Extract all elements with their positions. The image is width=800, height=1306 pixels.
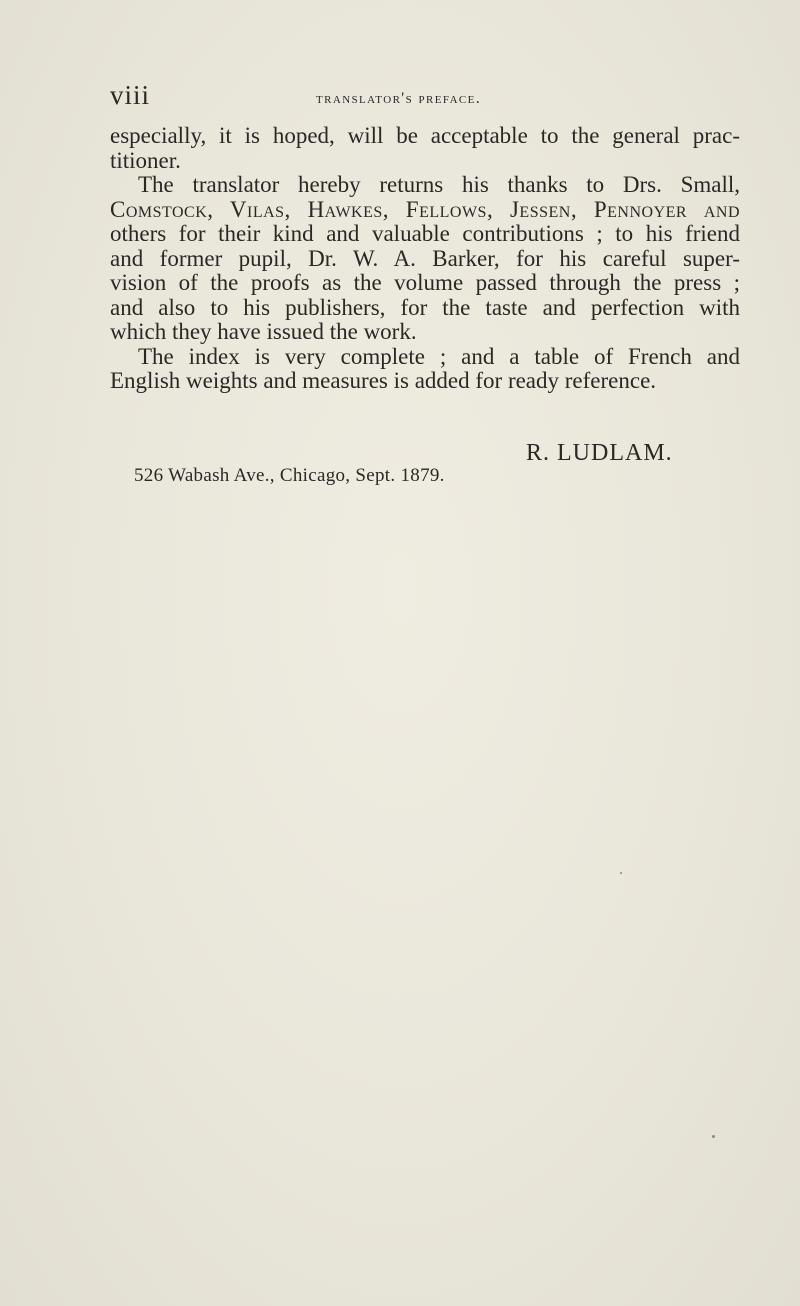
page-header bbox=[0, 80, 800, 120]
text-line: and also to his publishers, for the taste and perfection with bbox=[110, 294, 740, 320]
page-number: viii bbox=[110, 80, 151, 110]
signature: R. LUDLAM. bbox=[526, 440, 673, 466]
text-line: others for their kind and valuable contributions ; to his friend bbox=[110, 221, 740, 246]
paragraph-1 bbox=[110, 124, 740, 173]
text-line: English weights and measures is added for ready reference. bbox=[110, 368, 657, 393]
paper-speck bbox=[712, 1135, 715, 1138]
preface-body bbox=[110, 124, 740, 394]
paragraph-3 bbox=[110, 345, 740, 394]
text-line: vision of the proofs as the volume passed through the press ; bbox=[110, 270, 740, 295]
text-line: The index is very complete ; and a table of French and bbox=[138, 343, 740, 369]
text-line: The translator hereby returns his thanks to Drs. Small, bbox=[138, 172, 740, 197]
text-line: titioner. bbox=[110, 147, 181, 173]
text-line: especially, it is hoped, will be acceptable to the general prac- bbox=[110, 123, 740, 148]
paragraph-2 bbox=[110, 173, 740, 345]
paper-speck bbox=[620, 872, 622, 874]
text-line: Comstock, Vilas, Hawkes, Fellows, Jessen, Pennoyer and bbox=[110, 196, 740, 222]
text-line: which they have issued the work. bbox=[110, 319, 417, 344]
text-line: and former pupil, Dr. W. A. Barker, for his careful super- bbox=[110, 245, 740, 271]
address-dateline: 526 Wabash Ave., Chicago, Sept. 1879. bbox=[134, 465, 445, 486]
running-head: translator's preface. bbox=[316, 90, 482, 107]
